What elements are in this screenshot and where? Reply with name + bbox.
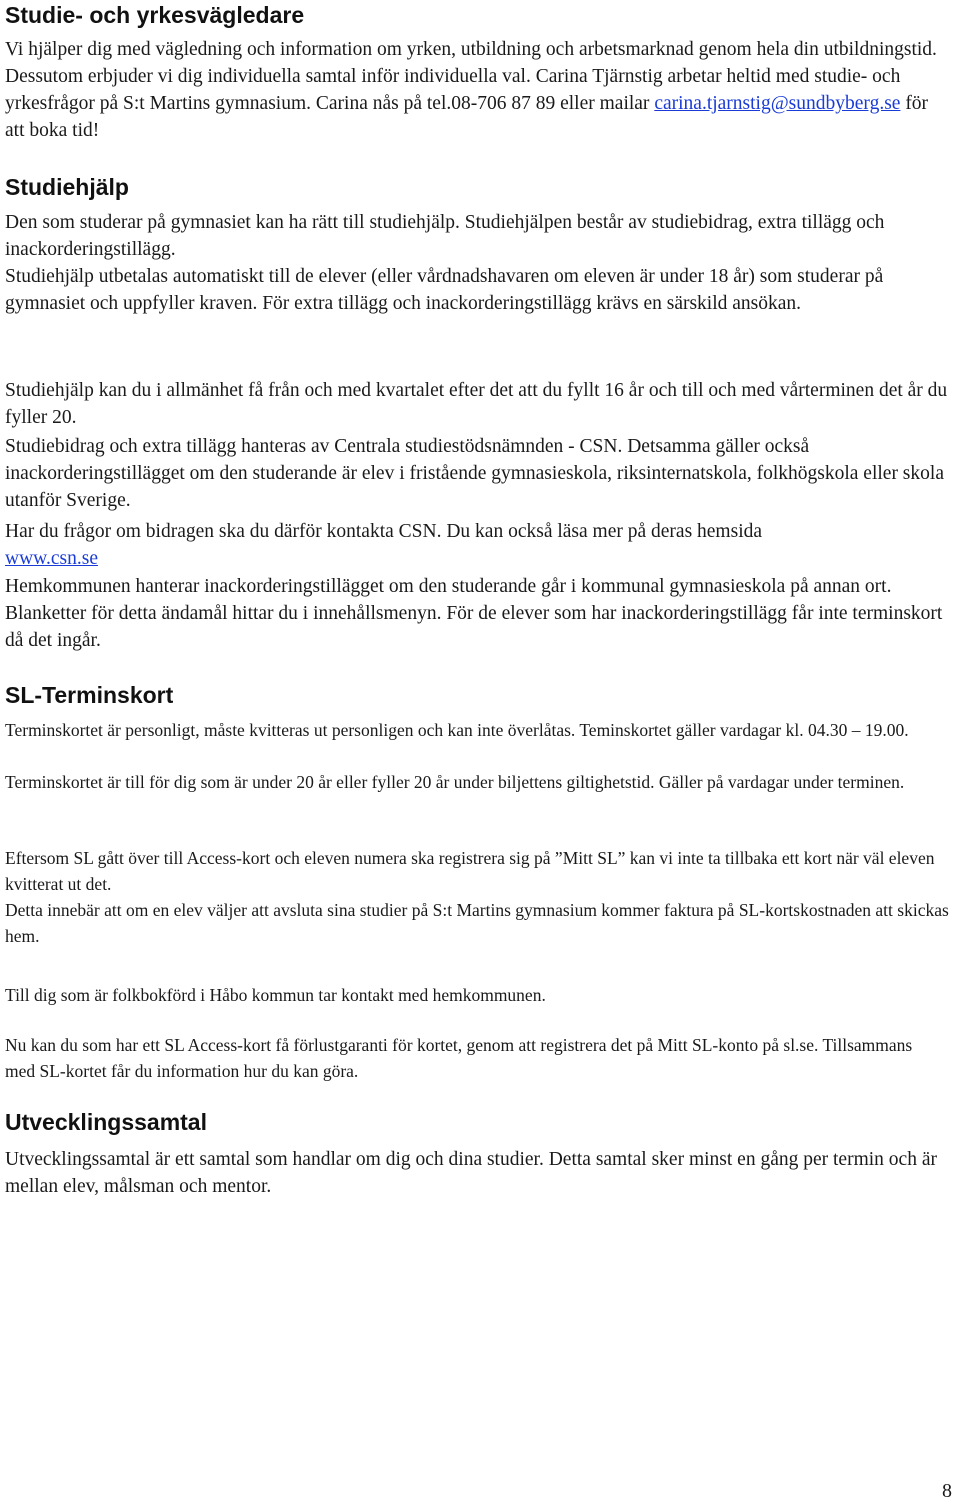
heading-studiehjalp: Studiehjälp: [5, 174, 129, 200]
heading-utvecklingssamtal: Utvecklingssamtal: [5, 1109, 207, 1135]
vagledare-text-end: för att boka tid!: [5, 93, 929, 141]
email-link[interactable]: carina.tjarnstig@sundbyberg.se: [654, 93, 901, 114]
vagledare-paragraph: [5, 36, 950, 144]
sl-para-3: Eftersom SL gått över till Access-kort och eleven numera ska registrera sig på ”Mitt SL” kan vi inte ta tillbaka ett kort när väl eleven kvitterat ut det.: [5, 848, 935, 894]
sl-para-5: Till dig som är folkbokförd i Håbo kommun tar kontakt med hemkommunen.: [5, 985, 546, 1005]
studiehjalp-para-5: [5, 518, 950, 572]
sl-para-1: Terminskortet är personligt, måste kvitteras ut personligen och kan inte överlåtas. Teminskortet gäller vardagar kl. 04.30 – 19.00.: [5, 720, 909, 740]
utvecklingssamtal-para: Utvecklingssamtal är ett samtal som handlar om dig och dina studier. Detta samtal sker minst en gång per termin och är mellan elev, målsman och mentor.: [5, 1149, 937, 1197]
studiehjalp-para-4: Studiebidrag och extra tillägg hanteras av Centrala studiestödsnämnden - CSN. Detsamma gäller också inackorderingstillägget om den studerande är elev i fristående gymnasieskola, riksinternatskola, folkhögskola eller skola utanför Sverige.: [5, 436, 944, 511]
studiehjalp-para-1: Den som studerar på gymnasiet kan ha rätt till studiehjälp. Studiehjälpen består av studiebidrag, extra tillägg och inackorderingstillägg.: [5, 212, 885, 260]
csn-text: Har du frågor om bidragen ska du därför kontakta CSN. Du kan också läsa mer på deras hemsida: [5, 521, 763, 542]
csn-link[interactable]: www.csn.se: [5, 548, 98, 569]
studiehjalp-para-6: Hemkommunen hanterar inackorderingstillägget om den studerande går i kommunal gymnasieskola på annan ort. Blanketter för detta ändamål hittar du i innehållsmenyn. För de elever som har inackorderingstillägg får inte terminskort då det ingår.: [5, 576, 943, 651]
sl-para-4: Detta innebär att om en elev väljer att avsluta sina studier på S:t Martins gymnasium kommer faktura på SL-kortskostnaden att skickas hem.: [5, 900, 949, 946]
studiehjalp-para-3: Studiehjälp kan du i allmänhet få från och med kvartalet efter det att du fyllt 16 år och till och med vårterminen det år du fyller 20.: [5, 380, 948, 428]
heading-sl-terminskort: SL-Terminskort: [5, 682, 174, 708]
page-number: 8: [942, 1480, 952, 1502]
sl-para-6: Nu kan du som har ett SL Access-kort få förlustgaranti för kortet, genom att registrera det på Mitt SL-konto på sl.se. Tillsammans med SL-kortet får du information hur du kan göra.: [5, 1035, 913, 1081]
vagledare-text: Vi hjälper dig med vägledning och information om yrken, utbildning och arbetsmarknad genom hela din utbildningstid. Dessutom erbjuder vi dig individuella samtal inför individuella val. Carina Tjärnstig arbetar heltid med studie- och yrkesfrågor på S:t Martins gymnasium. Carina nås på tel.08-706 87 89 eller mailar: [5, 39, 937, 114]
heading-studie-och-yrkesvagledare: Studie- och yrkesvägledare: [5, 2, 305, 28]
sl-para-2: Terminskortet är till för dig som är under 20 år eller fyller 20 år under biljettens giltighetstid. Gäller på vardagar under terminen.: [5, 772, 905, 792]
studiehjalp-para-2: Studiehjälp utbetalas automatiskt till de elever (eller vårdnadshavaren om eleven är under 18 år) som studerar på gymnasiet och uppfyller kraven. För extra tillägg och inackorderingstillägg krävs en särskild ansökan.: [5, 266, 884, 314]
